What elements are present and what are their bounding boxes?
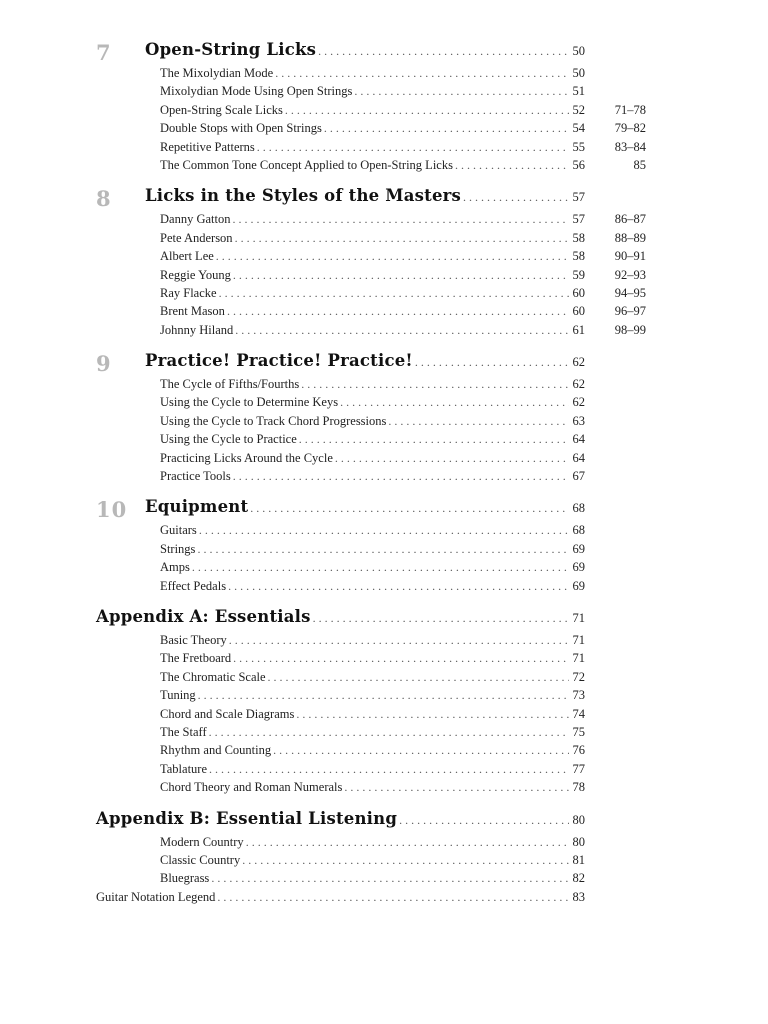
section-title: Basic Theory [160,632,227,647]
section-row [160,762,585,777]
dot-leader [463,190,569,205]
guitar-notation-legend-entry[interactable] [0,890,768,908]
toc-chapter [0,349,768,487]
section-list [0,631,768,799]
section-entry[interactable] [0,633,768,651]
section-title: The Chromatic Scale [160,669,266,684]
dot-leader [285,103,569,118]
chapter-spacer [0,799,768,807]
audio-track-range: 98–99 [614,322,646,337]
section-entry[interactable] [0,743,768,761]
dot-leader [235,323,569,338]
section-row [160,286,585,301]
chapter-page-number: 62 [572,355,585,370]
section-title: Tuning [160,688,196,703]
dot-leader [250,501,569,516]
section-row [160,377,585,392]
section-entry[interactable] [0,835,768,853]
section-list [0,210,768,341]
section-entry[interactable] [0,231,768,249]
section-page-number: 82 [572,871,585,886]
chapter-title-row [145,40,585,59]
chapter-number: 9 [96,351,112,377]
toc-chapter [0,184,768,341]
chapter-title-row [96,607,585,626]
section-entry[interactable] [0,323,768,341]
section-row [160,249,585,264]
chapter-heading[interactable] [0,38,768,64]
section-entry[interactable] [0,542,768,560]
chapter-heading[interactable] [0,807,768,833]
dot-leader [388,414,569,429]
chapter-heading[interactable] [0,184,768,210]
dot-leader [257,140,569,155]
section-entry[interactable] [0,121,768,139]
section-page-number: 74 [572,706,585,721]
dot-leader [235,231,569,246]
toc-chapter [0,807,768,890]
section-title: Brent Mason [160,304,225,319]
chapter-number: 10 [96,497,128,523]
section-page-number: 58 [572,230,585,245]
section-list [0,64,768,176]
section-page-number: 59 [572,267,585,282]
section-page-number: 83 [572,889,585,904]
section-title: Effect Pedals [160,578,227,593]
section-title: Repetitive Patterns [160,139,255,154]
chapter-spacer [0,176,768,184]
toc-chapter [0,495,768,597]
section-row [160,743,585,758]
section-page-number: 51 [572,84,585,99]
section-entry[interactable] [0,66,768,84]
section-title: The Common Tone Concept Applied to Open-String Licks [160,157,453,172]
chapter-page-number: 57 [572,190,585,205]
section-title: Using the Cycle to Track Chord Progressions [160,413,387,428]
dot-leader [246,835,569,850]
section-page-number: 81 [572,852,585,867]
section-row [160,871,585,886]
section-entry[interactable] [0,414,768,432]
section-page-number: 67 [572,469,585,484]
section-title: Amps [160,560,190,575]
chapter-title: Equipment [145,497,249,517]
dot-leader [275,66,569,81]
section-page-number: 57 [572,212,585,227]
dot-leader [340,395,569,410]
section-entry[interactable] [0,871,768,889]
dot-leader [216,249,569,264]
dot-leader [192,560,569,575]
section-list [0,521,768,597]
chapter-page-number: 80 [572,812,585,827]
dot-leader [217,890,569,905]
section-page-number: 72 [572,669,585,684]
section-title: Modern Country [160,834,244,849]
section-entry[interactable] [0,268,768,286]
section-list [0,833,768,890]
chapter-title-row [96,809,585,828]
section-entry[interactable] [0,140,768,158]
chapter-spacer [0,597,768,605]
section-page-number: 56 [572,157,585,172]
section-title: Open-String Scale Licks [160,102,283,117]
section-entry[interactable] [0,451,768,469]
section-title: Ray Flacke [160,285,217,300]
section-page-number: 73 [572,688,585,703]
dot-leader [227,304,569,319]
dot-leader [301,377,569,392]
section-row [160,780,585,795]
section-entry[interactable] [0,523,768,541]
section-title: Bluegrass [160,871,210,886]
section-entry[interactable] [0,286,768,304]
dot-leader [229,633,569,648]
section-title: Tablature [160,761,208,776]
audio-track-range: 96–97 [614,304,646,319]
chapter-number: 8 [96,186,112,212]
section-title: Reggie Young [160,267,231,282]
section-entry[interactable] [0,560,768,578]
section-page-number: 80 [572,834,585,849]
section-title: Chord and Scale Diagrams [160,706,295,721]
section-row [160,469,585,484]
section-title: Rhythm and Counting [160,743,272,758]
section-title: Strings [160,541,196,556]
section-title: The Fretboard [160,651,232,666]
section-title: Using the Cycle to Practice [160,432,297,447]
section-entry[interactable] [0,707,768,725]
section-entry[interactable] [0,853,768,871]
dot-leader [324,121,569,136]
section-row [160,268,585,283]
chapter-page-number: 50 [572,44,585,58]
chapter-title: Practice! Practice! Practice! [145,351,413,371]
section-entry[interactable] [0,432,768,450]
section-page-number: 68 [572,523,585,538]
section-row [160,523,585,538]
section-row [160,432,585,447]
dot-leader [232,212,569,227]
section-row [160,835,585,850]
section-entry[interactable] [0,158,768,176]
chapter-title-row [145,351,585,370]
dot-leader [299,432,569,447]
dot-leader [273,743,569,758]
section-entry[interactable] [0,651,768,669]
section-page-number: 77 [572,761,585,776]
section-row [160,140,585,155]
chapter-title: Open-String Licks [145,40,317,59]
audio-track-range: 71–78 [614,102,646,117]
section-entry[interactable] [0,395,768,413]
section-title: Mixolydian Mode Using Open Strings [160,84,353,99]
section-entry[interactable] [0,762,768,780]
section-row [160,651,585,666]
section-title: Double Stops with Open Strings [160,121,322,136]
dot-leader [455,158,569,173]
section-row [160,103,585,118]
dot-leader [344,780,569,795]
section-page-number: 69 [572,541,585,556]
audio-track-range: 86–87 [614,212,646,227]
section-entry[interactable] [0,84,768,102]
section-row [160,414,585,429]
section-row [160,853,585,868]
section-page-number: 50 [572,66,585,80]
chapter-title-row [145,497,585,516]
dot-leader [198,688,569,703]
dot-leader [209,762,569,777]
section-row [160,212,585,227]
dot-leader [197,542,569,557]
audio-track-range: 83–84 [614,139,646,154]
dot-leader [399,813,569,828]
dot-leader [415,355,569,370]
chapter-heading[interactable] [0,495,768,521]
dot-leader [318,44,569,59]
section-page-number: 71 [572,651,585,666]
section-page-number: 58 [572,249,585,264]
section-row [96,890,585,905]
section-row [160,158,585,173]
dot-leader [296,707,569,722]
section-title: Johnny Hiland [160,322,234,337]
section-entry[interactable] [0,688,768,706]
section-title: Guitars [160,523,197,538]
chapter-title: Licks in the Styles of the Masters [145,186,462,206]
section-page-number: 78 [572,780,585,795]
chapter-heading[interactable] [0,605,768,631]
section-title: Classic Country [160,852,241,867]
dot-leader [354,84,569,99]
section-row [160,84,585,99]
audio-track-range: 85 [633,157,646,172]
chapter-page-number: 68 [572,501,585,516]
chapter-title: Appendix A: Essentials [96,606,311,626]
section-page-number: 75 [572,724,585,739]
section-title: Practicing Licks Around the Cycle [160,450,333,465]
dot-leader [233,651,569,666]
section-row [160,542,585,557]
section-row [160,579,585,594]
chapter-title-row [145,186,585,205]
section-row [160,451,585,466]
section-page-number: 60 [572,285,585,300]
section-row [160,707,585,722]
section-row [160,395,585,410]
section-page-number: 71 [572,632,585,647]
section-entry[interactable] [0,780,768,798]
dot-leader [242,853,569,868]
section-row [160,121,585,136]
section-entry[interactable] [0,670,768,688]
section-title: The Mixolydian Mode [160,66,274,80]
toc-chapter [0,605,768,799]
section-title: The Cycle of Fifths/Fourths [160,377,300,392]
section-page-number: 63 [572,413,585,428]
section-page-number: 60 [572,304,585,319]
audio-track-range: 79–82 [614,121,646,136]
section-page-number: 76 [572,743,585,758]
section-row [160,633,585,648]
section-entry[interactable] [0,579,768,597]
section-list [0,375,768,487]
chapter-spacer [0,341,768,349]
section-row [160,725,585,740]
section-page-number: 54 [572,121,585,136]
section-title: Using the Cycle to Determine Keys [160,395,339,410]
section-page-number: 61 [572,322,585,337]
section-title: Pete Anderson [160,230,233,245]
section-page-number: 62 [572,395,585,410]
section-entry[interactable] [0,103,768,121]
section-entry[interactable] [0,377,768,395]
section-row [160,66,585,81]
toc-chapter [0,38,768,176]
table-of-contents [0,38,768,908]
section-row [160,560,585,575]
dot-leader [228,579,569,594]
section-page-number: 55 [572,139,585,154]
section-page-number: 62 [572,377,585,392]
section-title: Practice Tools [160,469,231,484]
section-entry[interactable] [0,304,768,322]
section-entry[interactable] [0,469,768,487]
section-page-number: 52 [572,102,585,117]
section-title: The Staff [160,724,207,739]
dot-leader [219,286,569,301]
audio-track-range: 94–95 [614,285,646,300]
dot-leader [268,670,569,685]
dot-leader [211,871,569,886]
chapter-page-number: 71 [572,610,585,625]
audio-track-range: 88–89 [614,230,646,245]
section-row [160,688,585,703]
section-page-number: 69 [572,560,585,575]
section-page-number: 69 [572,578,585,593]
section-page-number: 64 [572,432,585,447]
dot-leader [233,469,569,484]
dot-leader [335,451,569,466]
section-title: Danny Gatton [160,212,231,227]
section-row [160,231,585,246]
audio-track-range: 90–91 [614,249,646,264]
section-entry[interactable] [0,212,768,230]
audio-track-range: 92–93 [614,267,646,282]
dot-leader [233,268,569,283]
section-entry[interactable] [0,725,768,743]
section-title: Chord Theory and Roman Numerals [160,780,343,795]
chapter-heading[interactable] [0,349,768,375]
dot-leader [209,725,569,740]
section-title: Albert Lee [160,249,214,264]
section-row [160,670,585,685]
section-entry[interactable] [0,249,768,267]
section-row [160,304,585,319]
dot-leader [313,611,569,626]
section-row [160,323,585,338]
chapter-spacer [0,487,768,495]
dot-leader [199,523,569,538]
chapter-number: 7 [96,40,112,65]
section-title: Guitar Notation Legend [96,889,216,904]
chapter-title: Appendix B: Essential Listening [96,808,398,828]
section-page-number: 64 [572,450,585,465]
